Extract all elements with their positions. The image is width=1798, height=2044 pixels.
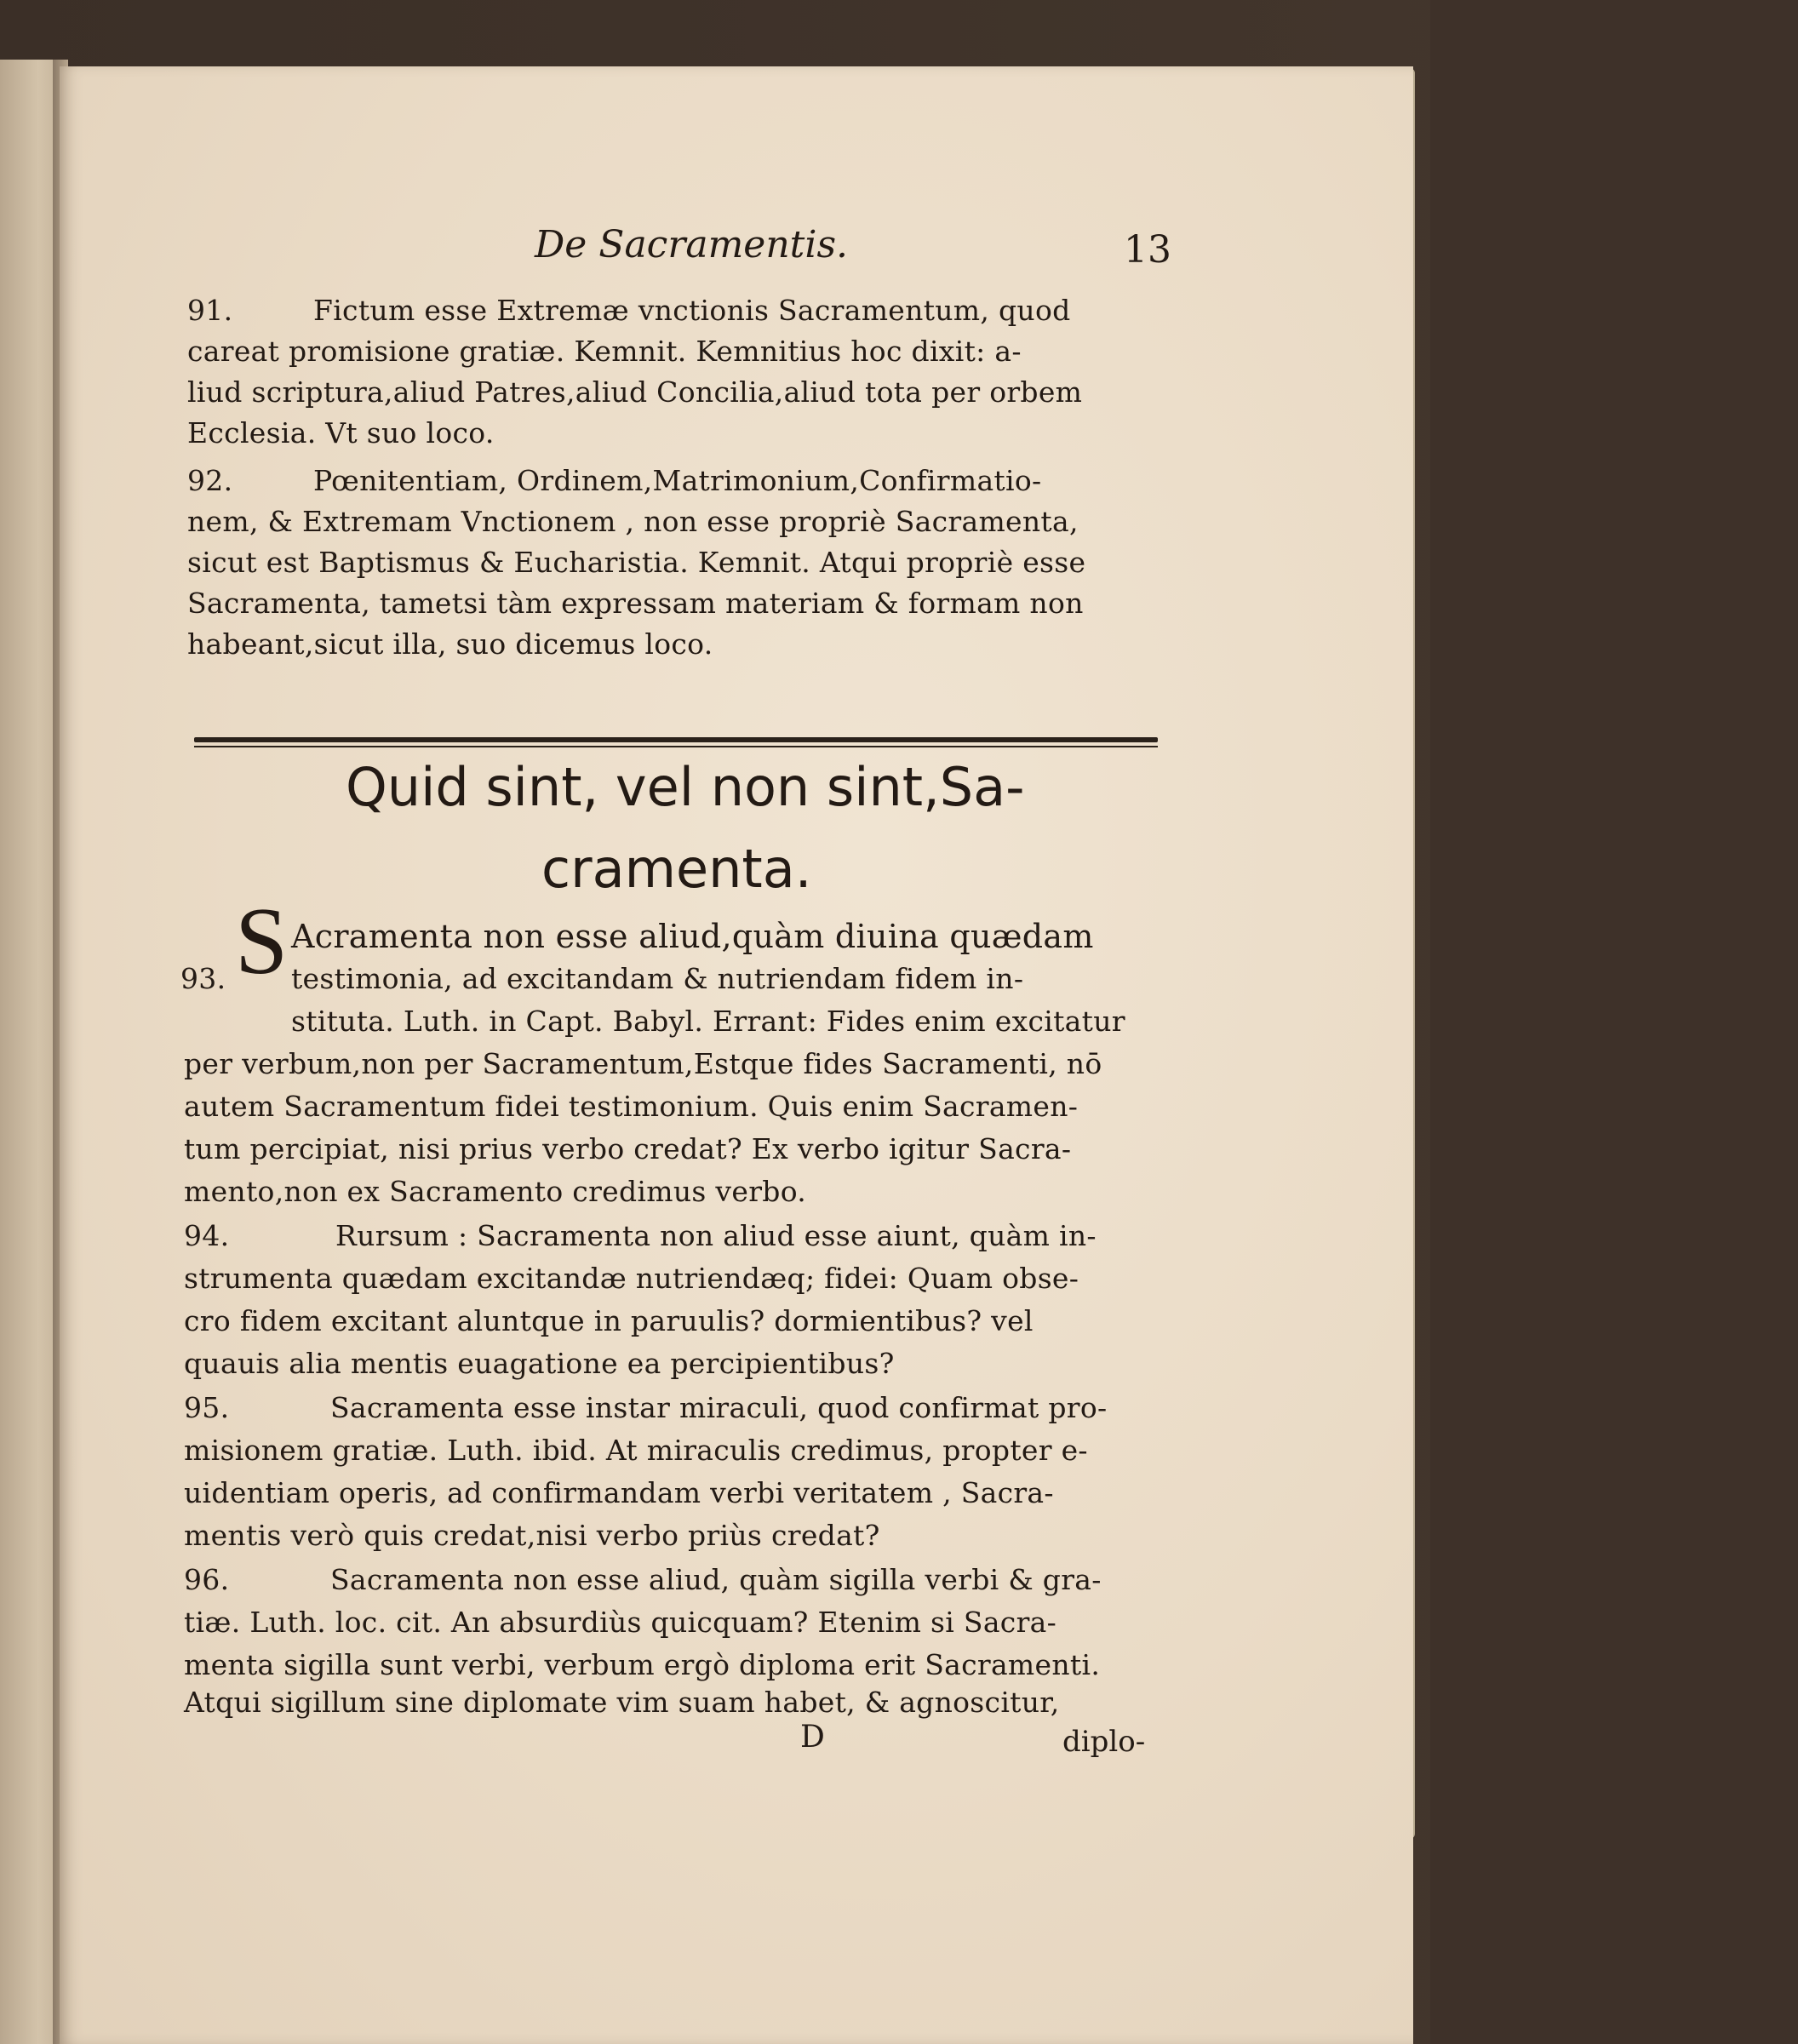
paragraph-number: 92. [187,464,233,497]
paragraph-number: 94. [184,1219,230,1252]
text-line: mentis verò quis credat,nisi verbo priùs credat? [184,1519,880,1552]
text-line: mento,non ex Sacramento credimus verbo. [184,1175,807,1208]
text-line: cro fidem excitant aluntque in paruulis? dormientibus? vel [184,1304,1034,1337]
text-line: sicut est Baptismus & Eucharistia. Kemnit. Atqui propriè esse [187,546,1086,579]
running-head: De Sacramentis. [535,223,849,266]
text-line: testimonia, ad excitandam & nutriendam fidem in- [291,962,1024,995]
text-line: Rursum : Sacramenta non aliud esse aiunt, quàm in- [335,1219,1097,1252]
text-line: Fictum esse Extremæ vnctionis Sacramentum, quod [313,294,1071,327]
text-line: per verbum,non per Sacramentum,Estque fides Sacramenti, nō [184,1047,1102,1080]
section-heading-line-1: Quid sint, vel non sint,Sa- [346,756,1025,818]
text-line: Ecclesia. Vt suo loco. [187,416,495,449]
text-line: strumenta quædam excitandæ nutriendæq; fidei: Quam obse- [184,1262,1079,1295]
text-line: Sacramenta esse instar miraculi, quod confirmat pro- [330,1391,1108,1424]
paragraph-number: 91. [187,294,233,327]
paragraph-number: 96. [184,1563,230,1596]
text-line: nem, & Extremam Vnctionem , non esse propriè Sacramenta, [187,505,1079,538]
text-line: Sacramenta, tametsi tàm expressam materiam & formam non [187,587,1084,620]
text-line: careat promisione gratiæ. Kemnit. Kemnitius hoc dixit: a- [187,335,1022,368]
section-divider-thin [194,746,1158,747]
dark-background [1430,0,1798,2044]
catchword: diplo- [1062,1725,1146,1759]
section-heading-line-2: cramenta. [541,838,812,900]
page-number: 13 [1124,228,1171,272]
text-line: autem Sacramentum fidei testimonium. Quis enim Sacramen- [184,1090,1079,1123]
paragraph-number: 93. [180,962,226,995]
drop-cap-initial: S [235,889,289,994]
text-line: misionem gratiæ. Luth. ibid. At miraculis credimus, propter e- [184,1434,1088,1467]
text-line: stituta. Luth. in Capt. Babyl. Errant: Fides enim excitatur [291,1005,1125,1038]
text-line: habeant,sicut illa, suo dicemus loco. [187,627,713,661]
signature-mark: D [800,1720,825,1755]
text-line: Atqui sigillum sine diplomate vim suam habet, & agnoscitur, [184,1686,1060,1719]
text-line: menta sigilla sunt verbi, verbum ergò diploma erit Sacramenti. [184,1648,1101,1681]
text-line: Acramenta non esse aliud,quàm diuina quædam [291,918,1094,955]
text-line: Sacramenta non esse aliud, quàm sigilla verbi & gra- [330,1563,1102,1596]
text-line: quauis alia mentis euagatione ea percipientibus? [184,1347,895,1380]
text-line: uidentiam operis, ad confirmandam verbi veritatem , Sacra- [184,1476,1054,1509]
text-line: Pœnitentiam, Ordinem,Matrimonium,Confirmatio- [313,464,1042,497]
text-line: liud scriptura,aliud Patres,aliud Concilia,aliud tota per orbem [187,375,1083,409]
text-line: tiæ. Luth. loc. cit. An absurdiùs quicquam? Etenim si Sacra- [184,1606,1057,1639]
paragraph-number: 95. [184,1391,230,1424]
section-divider [194,737,1158,742]
text-line: tum percipiat, nisi prius verbo credat? Ex verbo igitur Sacra- [184,1132,1072,1165]
